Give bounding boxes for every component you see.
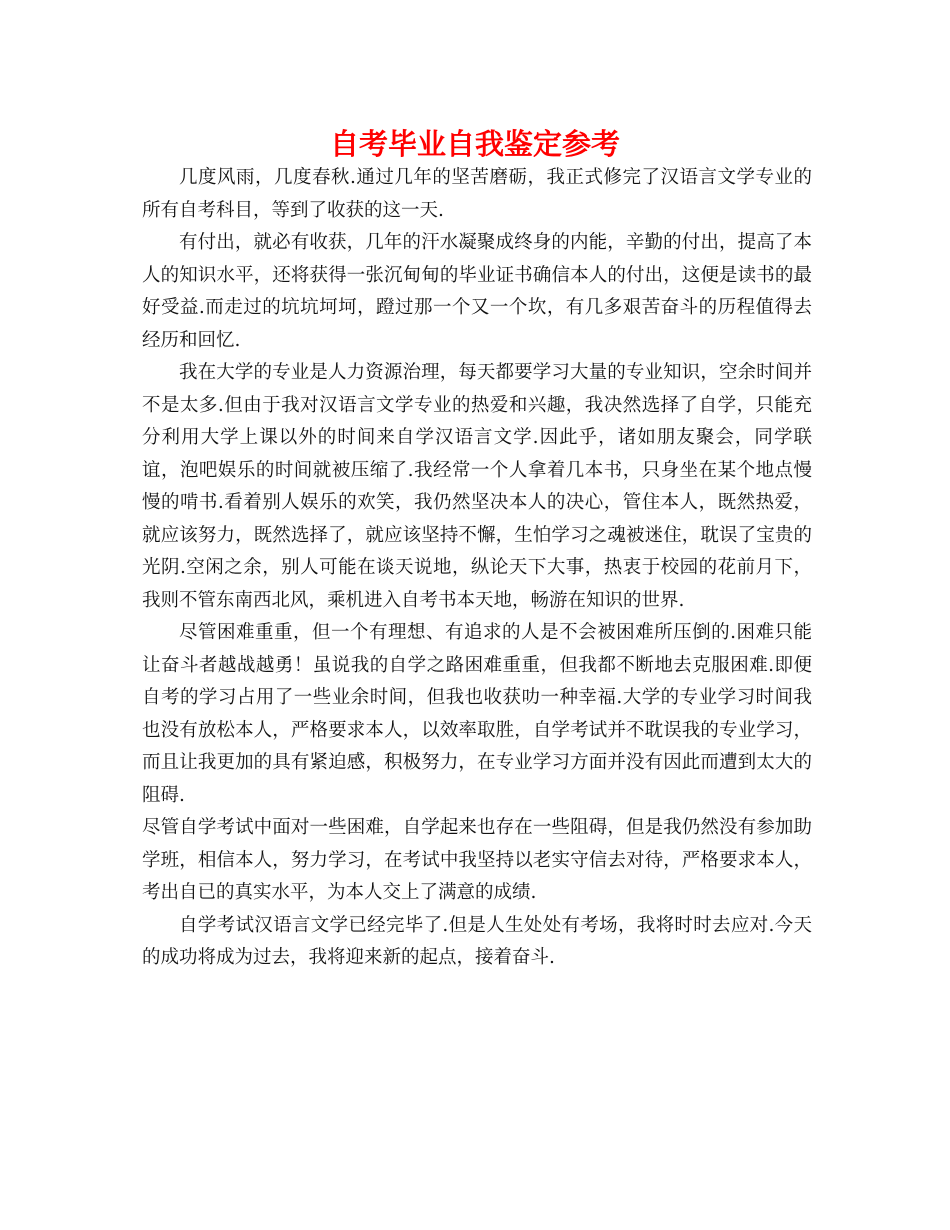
paragraph: 几度风雨，几度春秋.通过几年的坚苦磨砺，我正式修完了汉语言文学专业的所有自考科目，等到了收获的这一天.	[142, 167, 812, 221]
paragraph: 尽管自学考试中面对一些困难，自学起来也存在一些阻碍，但是我仍然没有参加助学班，相信本人，努力学习，在考试中我坚持以老实守信去对待，严格要求本人，考出自已的真实水平，为本人交上了满意的成绩.	[142, 817, 812, 903]
paragraph: 自学考试汉语言文学已经完毕了.但是人生处处有考场，我将时时去应对.今天的成功将成为过去，我将迎来新的起点，接着奋斗.	[142, 914, 812, 968]
document-body	[142, 162, 812, 975]
paragraph: 尽管困难重重，但一个有理想、有追求的人是不会被困难所压倒的.困难只能让奋斗者越战越勇！虽说我的自学之路困难重重，但我都不断地去克服困难.即便自考的学习占用了一些业余时间，但我也收获叻一种幸福.大学的专业学习时间我也没有放松本人，严格要求本人，以效率取胜，自学考试并不耽误我的专业学习，而且让我更加的具有紧迫感，积极努力，在专业学习方面并没有因此而遭到太大的阻碍.	[142, 622, 812, 806]
paragraph: 我在大学的专业是人力资源治理，每天都要学习大量的专业知识，空余时间并不是太多.但由于我对汉语言文学专业的热爱和兴趣，我决然选择了自学，只能充分利用大学上课以外的时间来自学汉语言文学.因此乎，诸如朋友聚会，同学联谊，泡吧娱乐的时间就被压缩了.我经常一个人拿着几本书，只身坐在某个地点慢慢的啃书.看着别人娱乐的欢笑，我仍然坚决本人的决心，管住本人，既然热爱，就应该努力，既然选择了，就应该坚持不懈，生怕学习之魂被迷住，耽误了宝贵的光阴.空闲之余，别人可能在谈天说地，纵论天下大事，热衷于校园的花前月下，我则不管东南西北风，乘机进入自考书本天地，畅游在知识的世界.	[142, 362, 812, 611]
paragraph: 有付出，就必有收获，几年的汗水凝聚成终身的内能，辛勤的付出，提高了本人的知识水平，还将获得一张沉甸甸的毕业证书确信本人的付出，这便是读书的最好受益.而走过的坑坑坷坷，蹬过那一个又一个坎，有几多艰苦奋斗的历程值得去经历和回忆.	[142, 232, 812, 351]
document-title: 自考毕业自我鉴定参考	[329, 127, 620, 161]
